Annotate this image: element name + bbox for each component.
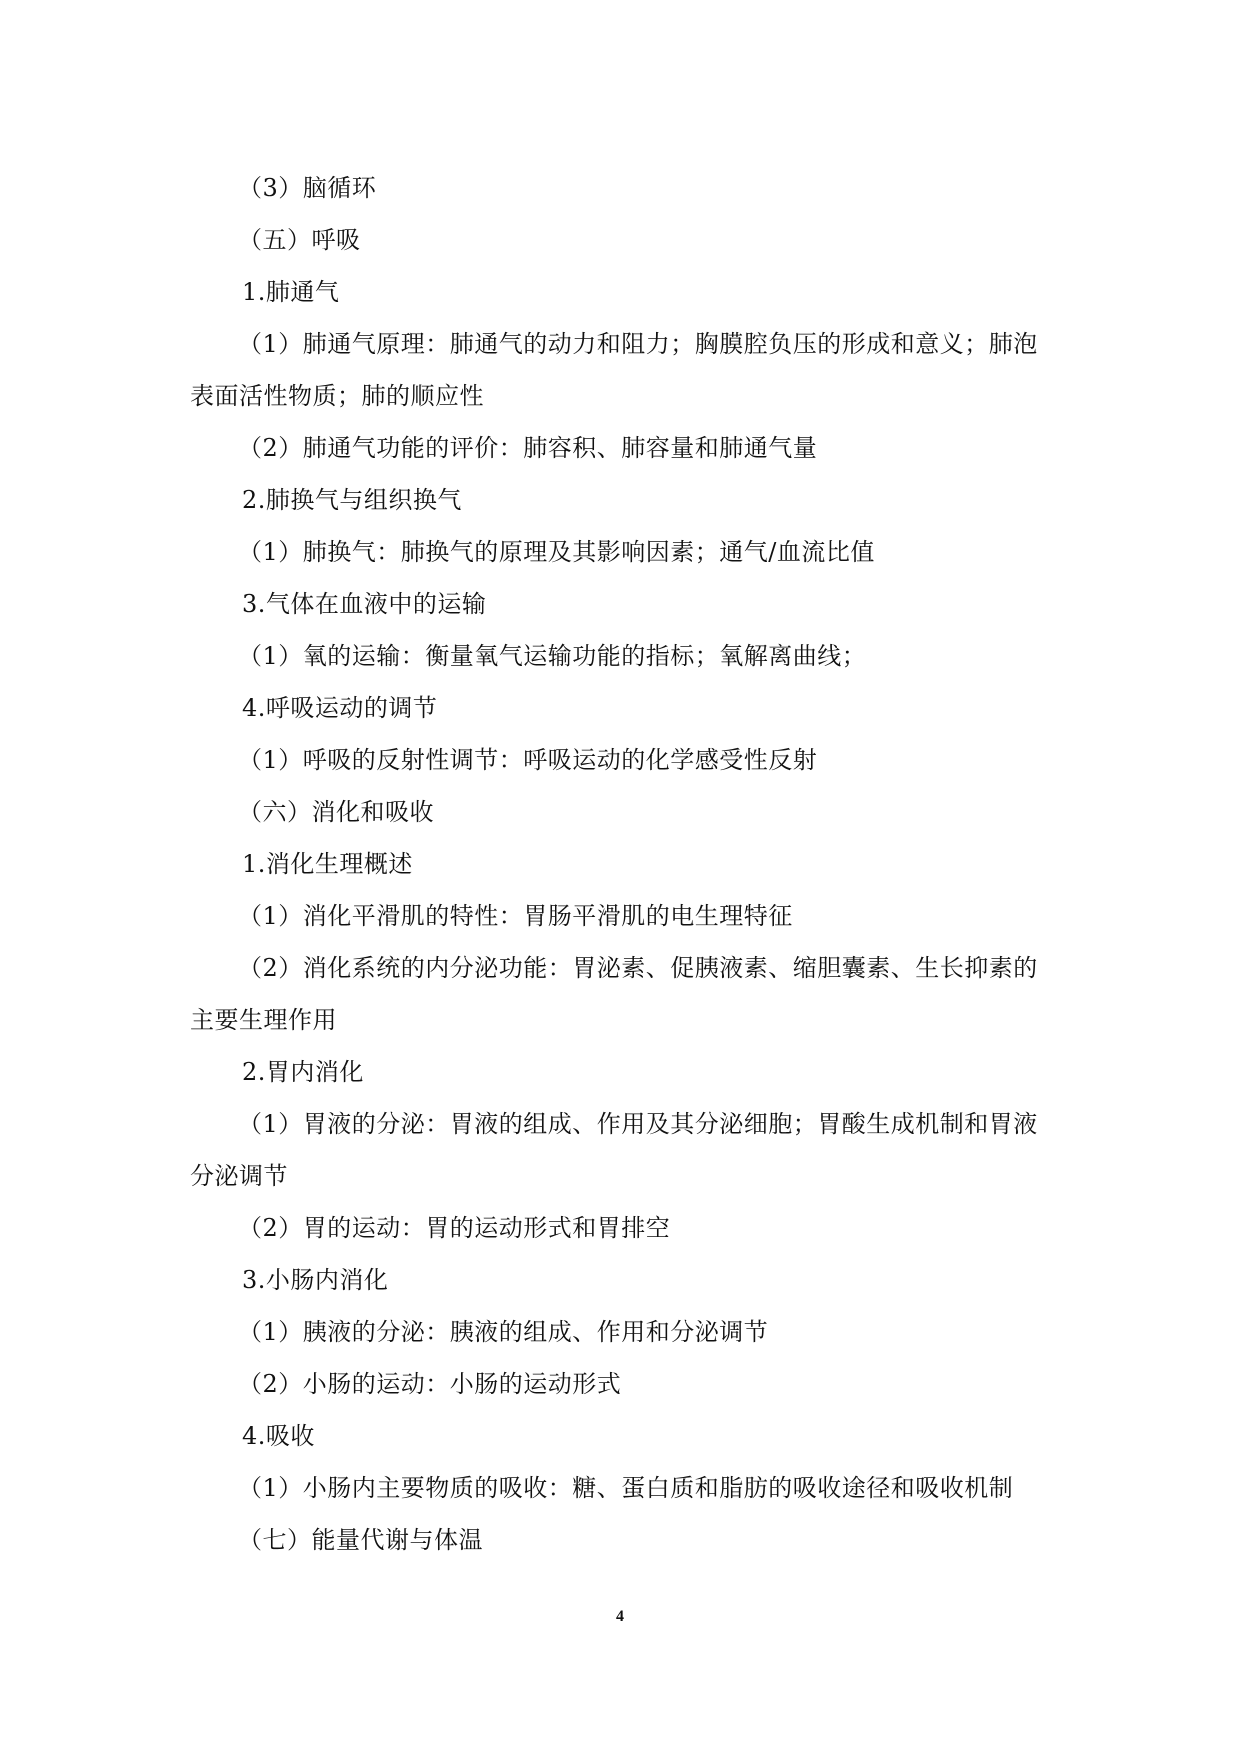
section-heading: （六）消化和吸收 (238, 798, 434, 826)
subsection-heading: 1.消化生理概述 (242, 850, 413, 878)
subsection-heading: 3.小肠内消化 (242, 1266, 389, 1294)
text-line: （1）小肠内主要物质的吸收：糖、蛋白质和脂肪的吸收途径和吸收机制 (238, 1474, 1014, 1502)
text-line: （2）胃的运动：胃的运动形式和胃排空 (238, 1214, 671, 1242)
text-line: （2）小肠的运动：小肠的运动形式 (238, 1370, 622, 1398)
section-heading: （七）能量代谢与体温 (238, 1526, 483, 1554)
page-content (190, 162, 1060, 1566)
subsection-heading: 4.呼吸运动的调节 (242, 694, 438, 722)
text-line: （1）肺通气原理：肺通气的动力和阻力；胸膜腔负压的形成和意义；肺泡 (238, 330, 1038, 358)
text-line-continuation: 表面活性物质；肺的顺应性 (190, 382, 484, 410)
subsection-heading: 2.胃内消化 (242, 1058, 364, 1086)
page-number: 4 (616, 1608, 624, 1625)
text-line-continuation: 分泌调节 (190, 1162, 288, 1190)
text-line: （1）氧的运输：衡量氧气运输功能的指标；氧解离曲线； (238, 642, 867, 670)
subsection-heading: 2.肺换气与组织换气 (242, 486, 462, 514)
text-line: （1）肺换气：肺换气的原理及其影响因素；通气/血流比值 (238, 538, 875, 566)
text-line: （2）消化系统的内分泌功能：胃泌素、促胰液素、缩胆囊素、生长抑素的 (238, 954, 1038, 982)
text-line: （3）脑循环 (238, 174, 377, 202)
text-line-continuation: 主要生理作用 (190, 1006, 337, 1034)
text-line: （2）肺通气功能的评价：肺容积、肺容量和肺通气量 (238, 434, 818, 462)
subsection-heading: 1.肺通气 (242, 278, 340, 306)
subsection-heading: 3.气体在血液中的运输 (242, 590, 487, 618)
text-line: （1）胰液的分泌：胰液的组成、作用和分泌调节 (238, 1318, 769, 1346)
subsection-heading: 4.吸收 (242, 1422, 315, 1450)
text-line: （1）胃液的分泌：胃液的组成、作用及其分泌细胞；胃酸生成机制和胃液 (238, 1110, 1038, 1138)
text-line: （1）呼吸的反射性调节：呼吸运动的化学感受性反射 (238, 746, 818, 774)
section-heading: （五）呼吸 (238, 226, 361, 254)
text-line: （1）消化平滑肌的特性：胃肠平滑肌的电生理特征 (238, 902, 793, 930)
